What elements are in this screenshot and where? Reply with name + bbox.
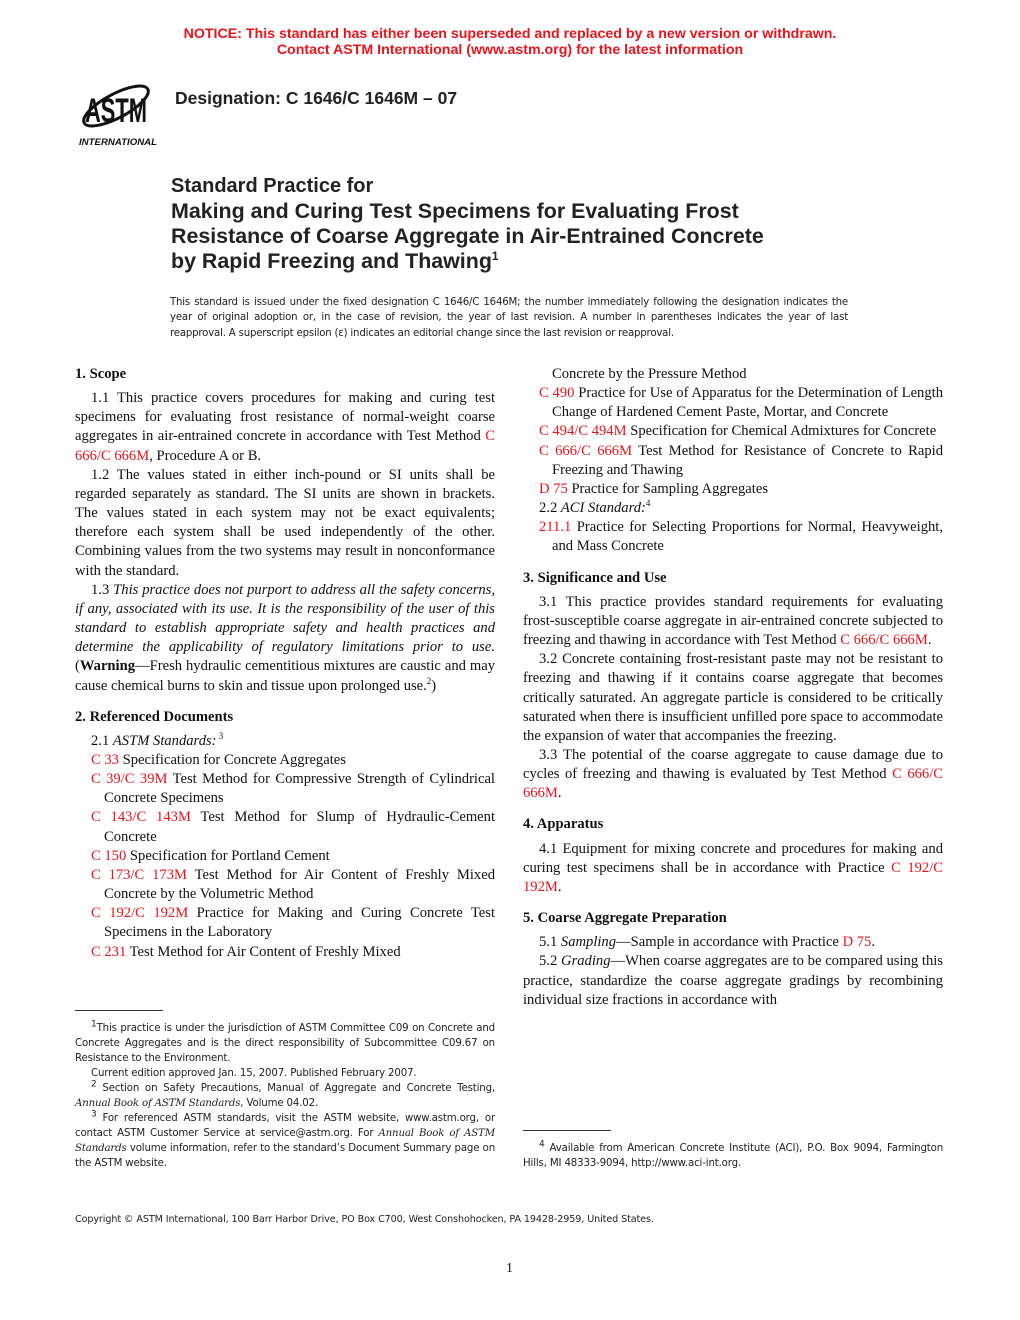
text: For referenced ASTM standards, visit the ASTM website, www.astm.org, or contact ASTM Customer Service at service@astm.org. For (75, 1113, 495, 1139)
paragraph (523, 746, 943, 803)
text: Practice for Use of Apparatus for the Determination of Length Change of Hardened Cement Paste, Mortar, and Concrete (552, 385, 943, 421)
reference-item (523, 365, 943, 384)
italic-text: Annual Book of ASTM Standards (75, 1098, 241, 1109)
text: This practice is under the jurisdiction of ASTM Committee C09 on Concrete and Concrete Aggregates and is the direct responsibility of Subcommittee C09.67 on Resistance to the Environment. (75, 1023, 495, 1064)
paragraph (523, 593, 943, 650)
text: . (557, 785, 562, 802)
footnote-divider (523, 1130, 611, 1131)
reference-link[interactable]: C 173/C 173M (91, 866, 187, 883)
footnote-mark: 4 (539, 1139, 545, 1150)
text: Specification for Portland Cement (126, 847, 330, 864)
reference-link[interactable]: D 75 (539, 480, 568, 497)
text: ) (431, 677, 437, 694)
footnote-mark: 2 (91, 1079, 97, 1090)
svg-text:INTERNATIONAL: INTERNATIONAL (79, 137, 157, 147)
text: Test Method for Slump of Hydraulic-Cement Concrete (104, 809, 496, 845)
title-line: Resistance of Coarse Aggregate in Air-Entrained Concrete (171, 224, 764, 248)
paragraph (523, 1141, 943, 1171)
astm-logo (76, 76, 160, 148)
italic-text: Annual Book of ASTM Standards (75, 1128, 495, 1154)
paragraph (75, 581, 495, 696)
paragraph (523, 650, 943, 746)
footnote-mark: 1 (491, 248, 499, 263)
text: 4. Apparatus (523, 816, 604, 833)
text: Test Method for Air Content of Freshly Mixed Concrete by the Volumetric Method (104, 866, 495, 903)
text: 2.1 (91, 732, 113, 749)
reference-item (91, 751, 495, 770)
paragraph (523, 933, 943, 952)
text: , Volume 04.02. (240, 1098, 319, 1109)
text: . (871, 934, 876, 951)
reference-item (539, 384, 943, 422)
title-line: Making and Curing Test Specimens for Evaluating Frost (171, 199, 739, 223)
italic-text: This practice does not purport to address all the safety concerns, if any, associated with its use. It is the responsibility of the user of this standard to establish appropriate safety and health practices and determine the applicability of regulatory limitations prior to use. (75, 581, 495, 656)
text: 5.1 (539, 934, 561, 951)
svg-text:ASTM: ASTM (85, 92, 147, 130)
paragraph (75, 1111, 495, 1171)
reference-item (91, 904, 495, 942)
text: 3.3 The potential of the coarse aggregate to cause damage due to cycles of freezing and thawing is evaluated by Test Method (523, 746, 943, 783)
text: 1.1 This practice covers procedures for making and curing test specimens for evaluating frost resistance of normal-weight coarse aggregates in air-entrained concrete in accordance with Test Method (75, 390, 495, 445)
left-column (75, 365, 495, 962)
reference-item (91, 808, 495, 846)
paragraph (75, 1081, 495, 1111)
footnotes-left (75, 1021, 495, 1171)
reference-link[interactable]: D 75 (842, 934, 872, 951)
paragraph (523, 952, 943, 1009)
text: 5.2 (539, 953, 562, 970)
reference-link[interactable]: C 666/C 666M (840, 632, 928, 649)
text: Concrete by the Pressure Method (552, 366, 747, 382)
text: 1. Scope (75, 366, 127, 382)
reference-link[interactable]: C 192/C 192M (91, 905, 189, 922)
footnote-mark: 3 (216, 730, 224, 741)
reference-item (539, 442, 943, 480)
paragraph (523, 499, 943, 518)
text: 5. Coarse Aggregate Preparation (523, 910, 727, 927)
text: 4.1 Equipment for mixing concrete and procedures for making and curing test specimens shall be in accordance with Practice (523, 840, 943, 876)
section-heading (523, 909, 943, 928)
page-number: 1 (506, 1261, 513, 1276)
italic-text: ACI Standard: (560, 500, 646, 517)
text: , Procedure A or B. (149, 447, 262, 464)
text: volume information, refer to the standard’s Document Summary page on the ASTM website. (75, 1143, 495, 1169)
reference-link[interactable]: C 33 (91, 751, 119, 768)
title-line: by Rapid Freezing and Thawing$^1$ (171, 248, 499, 273)
reference-link[interactable]: C 231 (91, 943, 127, 960)
text: Test Method for Resistance of Concrete to Rapid Freezing and Thawing (552, 442, 944, 478)
footnote-mark: 3 (91, 1109, 97, 1120)
issuance-note: This standard is issued under the fixed designation C 1646/C 1646M; the number immediately following the designation indicates the year of original adoption or, in the case of revision, the year of last revision. A number in parentheses indicates the year of last reapproval. A superscript epsilon (ε) indicates an editorial change since the last revision or reapproval. (170, 297, 848, 339)
text: 2.2 (539, 500, 561, 517)
footnotes-right (523, 1141, 943, 1171)
reference-link[interactable]: C 39/C 39M (91, 771, 168, 788)
footnote-divider (75, 1010, 163, 1011)
italic-text: ASTM Standards: (112, 732, 217, 749)
bold-text: Warning (79, 658, 136, 675)
footnote-mark: 2 (426, 675, 432, 686)
paragraph (75, 466, 495, 581)
footnote-mark: 1 (91, 1019, 97, 1030)
text: ( (75, 658, 80, 675)
reference-item (539, 422, 943, 441)
text: 3. Significance and Use (523, 569, 667, 586)
paragraph (75, 1021, 495, 1066)
reference-link[interactable]: C 666/C 666M (75, 428, 495, 464)
text: . (927, 632, 932, 649)
text: Specification for Concrete Aggregates (118, 751, 346, 768)
notice-line-2: Contact ASTM International (www.astm.org) for the latest information (276, 42, 744, 58)
italic-text: Grading (561, 953, 611, 970)
section-heading (75, 708, 495, 727)
text: Current edition approved Jan. 15, 2007. Published February 2007. (91, 1068, 417, 1079)
text: . (557, 878, 562, 895)
reference-link[interactable]: C 150 (91, 847, 127, 864)
reference-link[interactable]: C 666/C 666M (523, 766, 943, 802)
copyright: Copyright © ASTM International, 100 Barr Harbor Drive, PO Box C700, West Conshohocken, PA 19428-2959, United States. (75, 1214, 654, 1225)
text: 1.3 (91, 581, 114, 598)
reference-item (91, 847, 495, 866)
text: 3.1 This practice provides standard requirements for evaluating frost-susceptible coarse aggregate in air-entrained concrete subjected to freezing and thawing in accordance with Test Method (523, 593, 943, 649)
text: Practice for Sampling Aggregates (567, 480, 768, 497)
designation: Designation: C 1646/C 1646M – 07 (175, 88, 458, 108)
text: 1.2 The values stated in either inch-pound or SI units shall be regarded separately as standard. The SI units are shown in brackets. The values stated in each system may not be exact equivalents; therefore each system shall be used independently of the other. Combining values from the two systems may result in nonconformance with the standard. (75, 466, 495, 579)
text: 2. Referenced Documents (75, 708, 234, 725)
section-heading (523, 815, 943, 834)
reference-item (539, 480, 943, 499)
paragraph (75, 732, 495, 751)
reference-link[interactable]: C 143/C 143M (91, 809, 191, 826)
notice-line-1: NOTICE: This standard has either been superseded and replaced by a new version or withdrawn. (183, 26, 837, 42)
text: —When coarse aggregates are to be compared using this practice, standardize the coarse aggregate gradings by recombining individual size fractions in accordance with (523, 953, 944, 1008)
reference-link[interactable]: C 494/C 494M (539, 423, 627, 440)
withdrawn-notice (0, 26, 1020, 58)
reference-link[interactable]: C 490 (539, 385, 575, 402)
reference-item (91, 943, 495, 962)
text: Practice for Selecting Proportions for Normal, Heavyweight, and Mass Concrete (552, 519, 943, 555)
reference-link[interactable]: C 192/C 192M (523, 859, 944, 895)
text: Practice for Making and Curing Concrete Test Specimens in the Laboratory (104, 905, 496, 941)
reference-item (539, 518, 943, 556)
reference-item (91, 866, 495, 904)
text: Section on Safety Precautions, Manual of Aggregate and Concrete Testing, (96, 1083, 495, 1094)
paragraph (75, 1066, 495, 1081)
title-line: Standard Practice for (171, 175, 374, 197)
paragraph (523, 840, 943, 897)
reference-item (91, 770, 495, 808)
text: Available from American Concrete Institute (ACI), P.O. Box 9094, Farmington Hills, MI 48333-9094, http://www.aci-int.org. (523, 1143, 943, 1169)
reference-link[interactable]: C 666/C 666M (539, 442, 633, 459)
text: Test Method for Air Content of Freshly Mixed (126, 943, 401, 960)
text: Test Method for Compressive Strength of Cylindrical Concrete Specimens (104, 771, 495, 807)
paragraph (75, 389, 495, 466)
footnote-mark: 4 (645, 498, 651, 509)
text: 3.2 Concrete containing frost-resistant paste may not be resistant to freezing and thawing if it contains coarse aggregate that becomes critically saturated. An aggregate particle is considered to be critically saturated when there is insufficient unfilled pore space to accommodate the expansion of water that accompanies the freezing. (523, 651, 943, 744)
section-heading (75, 365, 495, 384)
right-column (523, 365, 943, 1010)
reference-link[interactable]: 211.1 (539, 519, 572, 536)
text: —Fresh hydraulic cementitious mixtures are caustic and may cause chemical burns to skin and tissue upon prolonged use. (75, 658, 495, 694)
italic-text: Sampling (560, 934, 617, 951)
section-heading (523, 569, 943, 588)
text: Specification for Chemical Admixtures for Concrete (626, 423, 937, 440)
text: —Sample in accordance with Practice (616, 934, 843, 951)
document-title (171, 174, 764, 274)
